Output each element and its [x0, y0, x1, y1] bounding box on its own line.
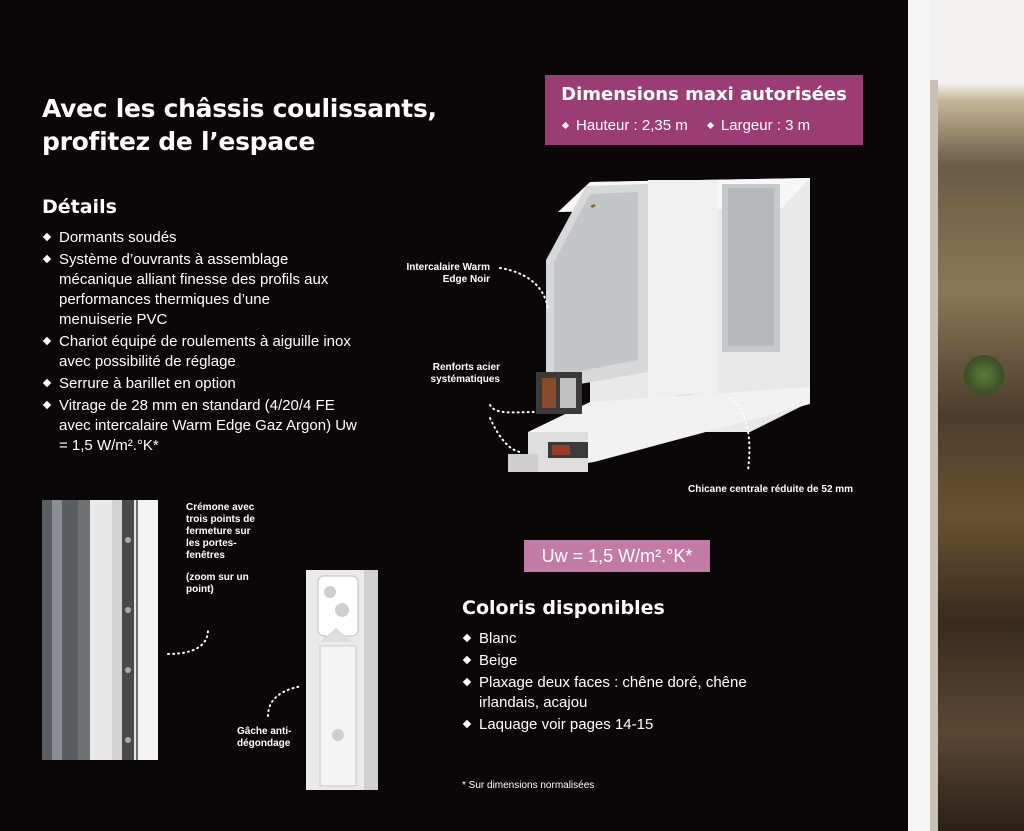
annotation-cremone: Crémone avec trois points de fermeture sur les portes-fenêtres: [186, 502, 255, 561]
title-line-1: Avec les châssis coulissants,: [42, 94, 437, 123]
title-line-2: profitez de l’espace: [42, 127, 316, 156]
bullet-icon: [463, 634, 471, 642]
uw-badge: Uw = 1,5 W/m².°K*: [524, 540, 710, 572]
annotation-zoom: (zoom sur un point): [186, 572, 249, 595]
list-item: Laquage voir pages 14-15: [462, 715, 752, 735]
details-heading: Détails: [42, 196, 117, 218]
photo-plant: [964, 355, 1004, 395]
list-item: Chariot équipé de roulements à aiguille inox avec possibilité de réglage: [42, 332, 369, 372]
annotation-chicane: Chicane centrale réduite de 52 mm: [688, 484, 854, 495]
annotation-intercalaire: Intercalaire Warm Edge Noir: [406, 262, 490, 285]
photo-edge: [908, 0, 930, 831]
cremone-photo: [42, 500, 158, 760]
annotation-gache: Gâche anti-dégondage: [237, 726, 292, 749]
photo-pole: [930, 80, 938, 831]
list-item: Dormants soudés: [42, 228, 372, 248]
list-item: Vitrage de 28 mm en standard (4/20/4 FE avec intercalaire Warm Edge Gaz Argon) Uw = 1,5 W/m².°K*: [42, 396, 369, 456]
list-item: Beige: [462, 651, 752, 671]
colors-heading: Coloris disponibles: [462, 597, 665, 619]
list-item: Blanc: [462, 629, 752, 649]
bullet-icon: [463, 720, 471, 728]
bullet-icon: [463, 656, 471, 664]
dimension-height: Hauteur : 2,35 m: [576, 117, 688, 134]
dimension-width: Largeur : 3 m: [720, 117, 811, 134]
list-item: Système d’ouvrants à assemblage mécanique alliant finesse des profils aux performances thermiques d’une menuiserie PVC: [42, 250, 339, 330]
list-item: Serrure à barillet en option: [42, 374, 372, 394]
annotation-renforts: Renforts acier systématiques: [430, 362, 500, 385]
colors-list: [462, 629, 752, 737]
footnote: * Sur dimensions normalisées: [462, 780, 595, 791]
gache-photo: [306, 570, 378, 790]
dimensions-title: Dimensions maxi autorisées: [561, 84, 847, 105]
bullet-icon: [463, 678, 471, 686]
side-photo: [908, 0, 1024, 831]
list-item: Plaxage deux faces : chêne doré, chêne irlandais, acajou: [462, 673, 759, 713]
